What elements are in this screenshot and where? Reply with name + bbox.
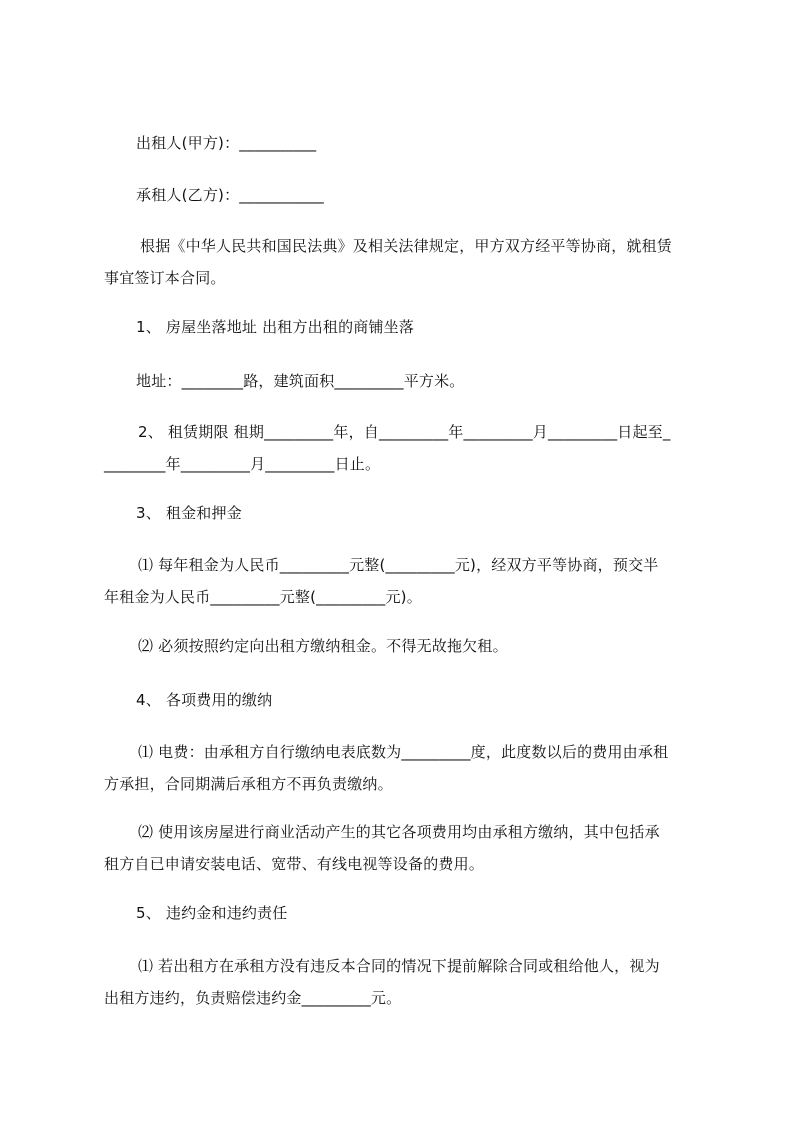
section-2-line-1: 2、 租赁期限 租期_________年，自_________年_________月_________日起至_ <box>138 423 671 441</box>
section-3-heading: 3、 租金和押金 <box>136 504 242 522</box>
section-5-item-1 <box>104 950 704 1014</box>
section-3-item-2: ⑵ 必须按照约定向出租方缴纳租金。不得无故拖欠租。 <box>138 637 508 655</box>
section-2-paragraph <box>104 416 704 480</box>
section-2-line-2: ________年_________月_________日止。 <box>104 455 381 473</box>
section-5-item-1-line-1: ⑴ 若出租方在承租方没有违反本合同的情况下提前解除合同或租给他人，视为 <box>138 957 660 975</box>
section-5-heading: 5、 违约金和违约责任 <box>136 904 288 922</box>
section-1-address: 地址：________路，建筑面积_________平方米。 <box>136 372 465 390</box>
intro-line-1: 根据《中华人民共和国民法典》及相关法律规定，甲方双方经平等协商，就租赁 <box>140 237 673 255</box>
section-4-item-1 <box>104 736 704 800</box>
intro-line-2: 事宜签订本合同。 <box>104 269 226 287</box>
section-4-item-1-line-1: ⑴ 电费：由承租方自行缴纳电表底数为_________度，此度数以后的费用由承租 <box>138 743 669 761</box>
section-4-heading: 4、 各项费用的缴纳 <box>136 691 273 709</box>
section-1-heading: 1、 房屋坐落地址 出租方出租的商铺坐落 <box>136 318 415 336</box>
lessor-line: 出租人(甲方)：__________ <box>136 134 317 152</box>
section-4-item-2-line-1: ⑵ 使用该房屋进行商业活动产生的其它各项费用均由承租方缴纳，其中包括承 <box>138 823 660 841</box>
intro-paragraph <box>104 230 704 294</box>
section-3-item-1-line-2: 年租金为人民币_________元整(_________元)。 <box>104 588 422 606</box>
section-4-item-2 <box>104 816 704 880</box>
section-3-item-1 <box>104 549 704 613</box>
section-3-item-1-line-1: ⑴ 每年租金为人民币_________元整(_________元)，经双方平等协商，预交半 <box>138 556 659 574</box>
section-4-item-1-line-2: 方承担，合同期满后承租方不再负责缴纳。 <box>104 775 393 793</box>
section-5-item-1-line-2: 出租方违约，负责赔偿违约金_________元。 <box>104 989 402 1007</box>
section-4-item-2-line-2: 租方自已申请安装电话、宽带、有线电视等设备的费用。 <box>104 855 485 873</box>
lessee-line: 承租人(乙方)：___________ <box>136 186 325 204</box>
